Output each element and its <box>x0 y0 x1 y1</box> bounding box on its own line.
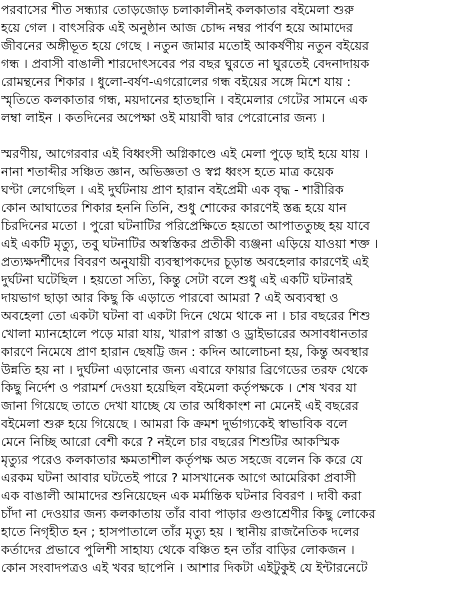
text-line: প্রত্যক্ষদর্শীদের বিবরণ অনুযায়ী ব্যবস্থাপকদের চূড়ান্ত অবহেলার কারণেই এই <box>1 254 369 269</box>
text-line: জীবনের অঙ্গীভূত হয়ে গেছে । নতুন জামার মতোই আকর্ষণীয় নতুন বইয়ের <box>1 38 369 53</box>
text-line: রোমন্থনের শিকার । ধুলো-বর্ষণ-এগরোলের গন্ধ বইয়ের সঙ্গে মিশে যায় : <box>1 74 351 89</box>
text-line: মৃত্যুর পরেও কলকাতার ক্ষমতাশীল কর্তৃপক্ষ অত সহজে বলেন কি করে যে <box>1 452 363 467</box>
text-line: এই একটি মৃত্যু, তবু ঘটনাটির অস্বস্তিকর প্রতীকী ব্যঞ্জনা এড়িয়ে যাওয়া শক্ত । <box>1 236 379 251</box>
text-line: চাঁদা না দেওয়ার জন্য কলকাতায় তাঁর বাবা পাড়ার গুণ্ডাশ্রেণীর কিছু লোকের <box>1 506 376 521</box>
text-line: এরকম ঘটনা আবার ঘটতেই পারে ? মাসখানেক আগে আমেরিকা প্রবাসী <box>1 470 357 485</box>
text-line: দায়ভাগ ছাড়া আর কিছু কি এড়াতে পারবো আমরা ? এই অব্যবস্থা ও <box>1 290 339 305</box>
text-line: পরবাসের শীত সন্ধ্যার তোড়জোড় চলাকালীনই কলকাতার বইমেলা শুরু <box>1 2 354 17</box>
text-line: অবহেলা তো একটা ঘটনা বা একটা দিনে থেমে থাকে না । চার বছরের শিশু <box>1 308 371 323</box>
paragraph-gap <box>1 127 454 145</box>
text-line: ঘণ্টা লেগেছিল । এই দুর্ঘটনায় প্রাণ হারান বইপ্রেমী এক বৃদ্ধ - শারীরিক <box>1 182 344 197</box>
text-line: কর্তাদের প্রভাবে পুলিশী সাহায্য থেকে বঞ্চিত হন তাঁর বাড়ির লোকজন । <box>1 542 355 557</box>
text-line: নানা শতাব্দীর সঞ্চিত জ্ঞান, অভিজ্ঞতা ও স্বপ্ন ধ্বংস হতে মাত্র কয়েক <box>1 164 334 179</box>
text-line: হাতে নিগৃহীত হন ; হাসপাতালে তাঁর মৃত্যু হয় । স্থানীয় রাজনৈতিক দলের <box>1 524 360 539</box>
text-line: মেনে নিচ্ছি আরো বেশী করে ? নইলে চার বছরের শিশুটির আকস্মিক <box>1 434 340 449</box>
text-line: স্মৃতিতে কলকাতার গন্ধ, ময়দানের হাতছানি । বইমেলার গেটের সামনে এক <box>1 92 368 107</box>
text-line: কিছু নির্দেশ ও পরামর্শ দেওয়া হয়েছিল বইমেলা কর্তৃপক্ষকে । শেষ খবর যা <box>1 380 357 395</box>
text-line: গন্ধ । প্রবাসী বাঙালী শারদোৎসবের পর বছর ঘুরতে না ঘুরতেই বেদনাদায়ক <box>1 56 370 71</box>
text-line: কোন সংবাদপত্রও এই খবর ছাপেনি । আশার দিকটা এইটুকুই যে ইন্টারনেটে <box>1 560 368 575</box>
text-line: লম্বা লাইন । কতদিনের অপেক্ষা ওই মায়াবী দ্বার পেরোনোর জন্য । <box>1 110 326 125</box>
text-line: খোলা ম্যানহোলে পড়ে মারা যায়, খারাপ রাস্তা ও ড্রাইভারের অসাবধানতার <box>1 326 368 341</box>
text-line: উন্নতি হয় না । দুর্ঘটনা এড়ানোর জন্য এবারে ফায়ার ব্রিগেডের তরফ থেকে <box>1 362 368 377</box>
paragraph-1 <box>1 1 454 127</box>
paragraph-2 <box>1 145 454 577</box>
text-line: হয়ে গেল । বাৎসরিক এই অনুষ্ঠান আজ চোদ্দ নম্বর পার্বণ হয়ে আমাদের <box>1 20 353 35</box>
text-line: কারণে নিমেষে প্রাণ হারান ছেষট্টি জন : কদিন আলোচনা হয়, কিন্তু অবস্থার <box>1 344 369 359</box>
text-line: কোন আঘাতের শিকার হননি তিনি, শুধু শোকের কারণেই স্তব্ধ হয়ে যান <box>1 200 347 215</box>
text-line: এক বাঙালী আমাদের শুনিয়েছেন এক মর্মান্তিক ঘটনার বিবরণ । দাবী করা <box>1 488 362 503</box>
text-line: স্মরণীয়, আগেরবার এই বিধ্বংসী অগ্নিকাণ্ডে এই মেলা পুড়ে ছাই হয়ে যায় । <box>1 146 369 161</box>
text-line: দুর্ঘটনা ঘটেছিল । হয়তো সত্যি, কিন্তু সেটা বলে শুধু এই একটি ঘটনারই <box>1 272 353 287</box>
text-line: চিরদিনের মতো । পুরো ঘটনাটির পরিপ্রেক্ষিতে হয়তো আপাততুচ্ছ হয় যাবে <box>1 218 370 233</box>
text-line: বইমেলা শুরু হয়ে গিয়েছে । আমরা কি ক্রমশ দুর্ভাগ্যকেই স্বাভাবিক বলে <box>1 416 348 431</box>
text-line: জানা গিয়েছে তাতে দেখা যাচ্ছে যে তার অধিকাংশ না মেনেই এই বছরের <box>1 398 359 413</box>
